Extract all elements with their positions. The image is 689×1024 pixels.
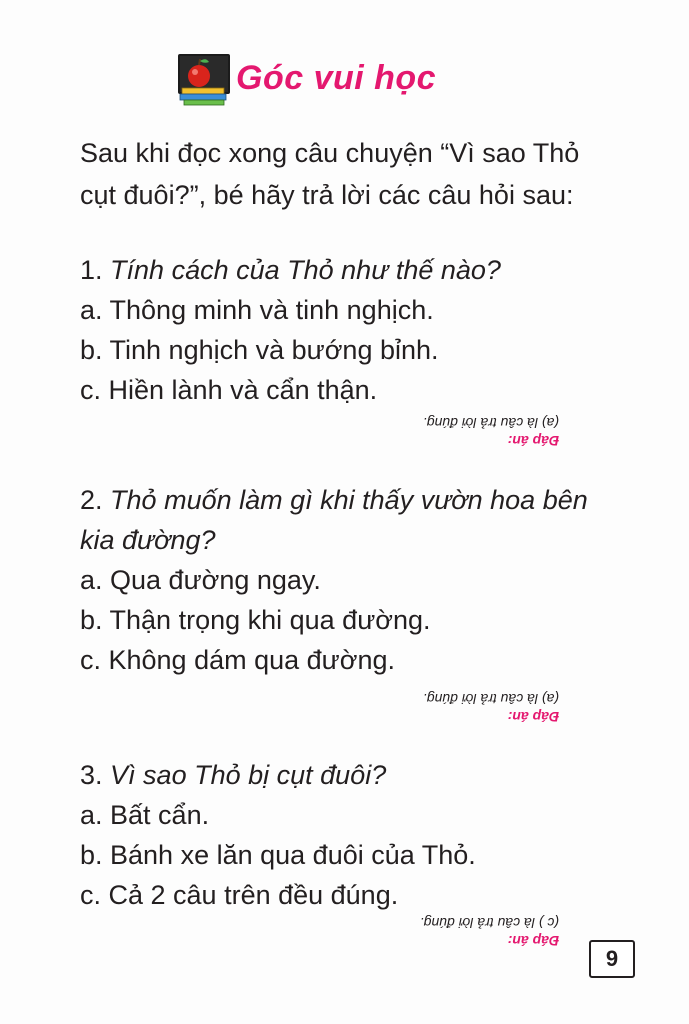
option-b: b. Thận trọng khi qua đường. — [80, 605, 431, 635]
answer-text: (a) là câu trả lời đúng. — [422, 415, 559, 431]
intro-line: cụt đuôi?”, bé hãy trả lời các câu hỏi sau: — [80, 180, 574, 210]
question-title — [80, 755, 660, 795]
answer-key-1 — [339, 414, 559, 450]
intro-text — [80, 132, 640, 216]
question-2 — [80, 480, 660, 680]
answer-text: (a) là câu trả lời đúng. — [422, 691, 559, 707]
section-title: Góc vui học — [236, 58, 437, 97]
question-title — [80, 250, 660, 290]
option-c: c. Hiền lành và cẩn thận. — [80, 375, 378, 405]
question-number: 2. — [80, 485, 103, 515]
question-1 — [80, 250, 660, 410]
option-a: a. Thông minh và tinh nghịch. — [80, 295, 434, 325]
answer-label: Đáp án: — [507, 709, 559, 725]
answer-key-2 — [339, 690, 559, 726]
question-number: 1. — [80, 255, 103, 285]
question-text: Thỏ muốn làm gì khi thấy vườn hoa bên — [110, 485, 588, 515]
question-3 — [80, 755, 660, 915]
answer-label: Đáp án: — [507, 933, 559, 949]
option-b: b. Bánh xe lăn qua đuôi của Thỏ. — [80, 840, 476, 870]
option-a: a. Bất cẩn. — [80, 800, 210, 830]
option-a: a. Qua đường ngay. — [80, 565, 321, 595]
answer-key-3 — [339, 914, 559, 950]
question-text: Tính cách của Thỏ như thế nào? — [110, 255, 501, 285]
option-c: c. Không dám qua đường. — [80, 645, 395, 675]
apple-books-icon — [176, 50, 232, 106]
answer-label: Đáp án: — [507, 433, 559, 449]
section-header — [176, 48, 436, 108]
option-c: c. Cả 2 câu trên đều đúng. — [80, 880, 399, 910]
intro-line: Sau khi đọc xong câu chuyện “Vì sao Thỏ — [80, 138, 580, 168]
question-text: Vì sao Thỏ bị cụt đuôi? — [110, 760, 387, 790]
question-title — [80, 480, 660, 520]
question-number: 3. — [80, 760, 103, 790]
question-title-continued: kia đường? — [80, 525, 216, 555]
answer-text: (c ) là câu trả lời đúng. — [419, 915, 559, 931]
page-number: 9 — [589, 940, 635, 978]
option-b: b. Tinh nghịch và bướng bỉnh. — [80, 335, 439, 365]
